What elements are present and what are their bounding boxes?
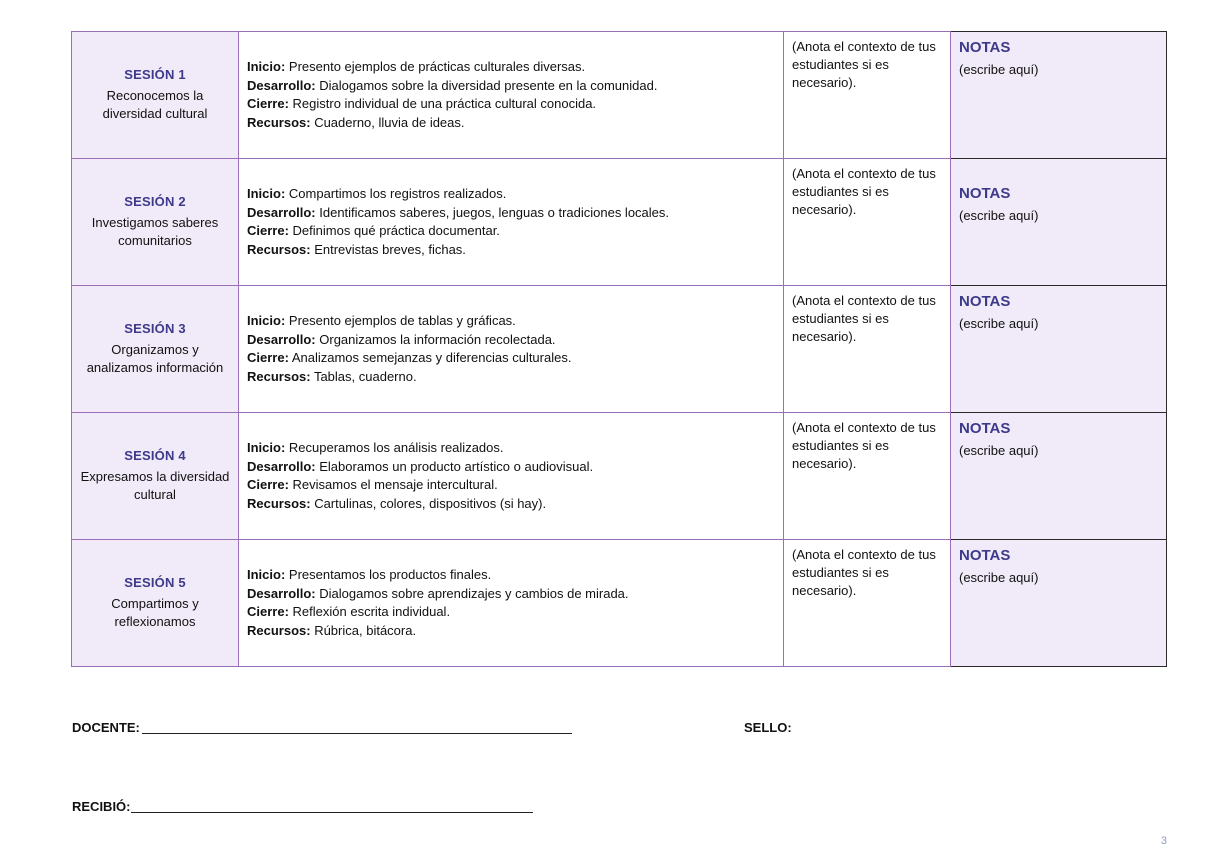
context-cell[interactable]	[784, 540, 951, 667]
session-name: Organizamos y analizamos información	[86, 342, 224, 375]
inicio-line	[247, 58, 775, 77]
activities-list	[239, 32, 783, 158]
recursos-label: Recursos:	[247, 622, 311, 638]
notes-box	[951, 32, 1166, 84]
activities-list	[239, 413, 783, 539]
session-row-2	[72, 159, 1167, 286]
notes-cell[interactable]	[951, 413, 1167, 540]
recursos-line	[247, 241, 775, 260]
inicio-line	[247, 312, 775, 331]
desarrollo-label: Desarrollo:	[247, 77, 316, 93]
recursos-text: Tablas, cuaderno.	[310, 368, 417, 384]
inicio-line	[247, 185, 775, 204]
cierre-label: Cierre:	[247, 604, 289, 619]
inicio-text: Compartimos los registros realizados.	[285, 186, 507, 201]
docente-signature-line[interactable]	[142, 733, 572, 734]
notes-cell[interactable]	[951, 159, 1167, 286]
cierre-label: Cierre:	[247, 477, 289, 492]
session-name: Compartimos y reflexionamos	[111, 596, 199, 629]
session-row-5	[72, 540, 1167, 667]
recursos-line	[247, 495, 775, 514]
inicio-line	[247, 439, 775, 458]
recursos-label: Recursos:	[247, 368, 311, 384]
notes-box	[951, 540, 1166, 592]
recibio-signature-line[interactable]	[131, 812, 533, 813]
desarrollo-line	[247, 77, 775, 96]
sello-label: SELLO:	[744, 720, 792, 735]
inicio-text: Recuperamos los análisis realizados.	[285, 440, 504, 455]
inicio-text: Presento ejemplos de prácticas culturales diversas.	[285, 59, 586, 74]
inicio-label: Inicio:	[247, 313, 286, 328]
desarrollo-text: Elaboramos un producto artístico o audiovisual.	[315, 458, 594, 474]
activities-list	[239, 159, 783, 285]
session-title: SESIÓN 5	[124, 575, 186, 590]
notes-hint: (escribe aquí)	[959, 570, 1039, 585]
session-heading	[72, 540, 238, 666]
notes-box	[951, 413, 1166, 465]
inicio-label: Inicio:	[247, 59, 286, 74]
session-heading	[72, 286, 238, 412]
notes-title: NOTAS	[959, 293, 1011, 310]
page-number: 3	[1160, 835, 1167, 847]
session-title: SESIÓN 2	[124, 194, 186, 209]
desarrollo-text: Dialogamos sobre la diversidad presente en la comunidad.	[315, 77, 658, 93]
recursos-line	[247, 622, 775, 641]
docente-label: DOCENTE:	[72, 720, 140, 735]
context-text: (Anota el contexto de tus estudiantes si es necesario).	[792, 39, 936, 90]
session-heading	[72, 32, 238, 158]
activities-cell	[239, 286, 784, 413]
inicio-text: Presento ejemplos de tablas y gráficas.	[285, 313, 516, 328]
recursos-text: Cartulinas, colores, dispositivos (si hay).	[310, 495, 547, 511]
context-text: (Anota el contexto de tus estudiantes si es necesario).	[792, 166, 936, 217]
recursos-label: Recursos:	[247, 241, 311, 257]
desarrollo-text: Dialogamos sobre aprendizajes y cambios de mirada.	[315, 585, 629, 601]
context-cell[interactable]	[784, 159, 951, 286]
session-name: Investigamos saberes comunitarios	[91, 215, 219, 248]
notes-cell[interactable]	[951, 540, 1167, 667]
cierre-text: Registro individual de una práctica cultural conocida.	[288, 96, 597, 111]
desarrollo-label: Desarrollo:	[247, 585, 316, 601]
activities-cell	[239, 32, 784, 159]
session-heading	[72, 413, 238, 539]
session-heading	[72, 159, 238, 285]
cierre-line	[247, 95, 775, 114]
activities-cell	[239, 540, 784, 667]
context-cell[interactable]	[784, 32, 951, 159]
session-name: Reconocemos la diversidad cultural	[102, 88, 208, 121]
desarrollo-line	[247, 458, 775, 477]
desarrollo-text: Organizamos la información recolectada.	[315, 331, 556, 347]
session-row-4	[72, 413, 1167, 540]
cierre-line	[247, 476, 775, 495]
notes-title: NOTAS	[959, 185, 1011, 202]
recursos-text: Rúbrica, bitácora.	[310, 622, 417, 638]
inicio-label: Inicio:	[247, 567, 286, 582]
cierre-line	[247, 349, 775, 368]
recursos-line	[247, 368, 775, 387]
session-title: SESIÓN 1	[124, 67, 186, 82]
session-name: Expresamos la diversidad cultural	[80, 469, 230, 502]
recursos-text: Cuaderno, lluvia de ideas.	[310, 114, 465, 130]
session-cell	[72, 32, 239, 159]
activities-list	[239, 286, 783, 412]
desarrollo-label: Desarrollo:	[247, 458, 316, 474]
cierre-label: Cierre:	[247, 96, 289, 111]
cierre-text: Definimos qué práctica documentar.	[288, 223, 500, 238]
notes-hint: (escribe aquí)	[959, 62, 1039, 77]
recursos-line	[247, 114, 775, 133]
desarrollo-line	[247, 204, 775, 223]
recursos-label: Recursos:	[247, 495, 311, 511]
notes-cell[interactable]	[951, 286, 1167, 413]
notes-hint: (escribe aquí)	[959, 316, 1039, 331]
desarrollo-text: Identificamos saberes, juegos, lenguas o tradiciones locales.	[315, 204, 670, 220]
desarrollo-line	[247, 331, 775, 350]
inicio-text: Presentamos los productos finales.	[285, 567, 492, 582]
activities-list	[239, 540, 783, 666]
notes-box	[951, 159, 1166, 230]
session-cell	[72, 286, 239, 413]
session-title: SESIÓN 4	[124, 448, 186, 463]
activities-cell	[239, 159, 784, 286]
cierre-line	[247, 222, 775, 241]
recursos-text: Entrevistas breves, fichas.	[310, 241, 466, 257]
notes-hint: (escribe aquí)	[959, 208, 1039, 223]
cierre-line	[247, 603, 775, 622]
session-title: SESIÓN 3	[124, 321, 186, 336]
notes-title: NOTAS	[959, 420, 1011, 437]
recursos-label: Recursos:	[247, 114, 311, 130]
context-text: (Anota el contexto de tus estudiantes si es necesario).	[792, 293, 936, 344]
desarrollo-label: Desarrollo:	[247, 331, 316, 347]
notes-box	[951, 286, 1166, 338]
inicio-label: Inicio:	[247, 440, 286, 455]
session-cell	[72, 413, 239, 540]
cierre-text: Reflexión escrita individual.	[288, 604, 451, 619]
cierre-text: Revisamos el mensaje intercultural.	[288, 477, 498, 492]
session-plan-body	[72, 32, 1167, 667]
recibio-label: RECIBIÓ:	[72, 799, 131, 814]
session-row-3	[72, 286, 1167, 413]
session-plan-table	[71, 31, 1167, 667]
notes-title: NOTAS	[959, 547, 1011, 564]
notes-title: NOTAS	[959, 39, 1011, 56]
inicio-line	[247, 566, 775, 585]
session-row-1	[72, 32, 1167, 159]
activities-cell	[239, 413, 784, 540]
desarrollo-line	[247, 585, 775, 604]
session-cell	[72, 159, 239, 286]
cierre-text: Analizamos semejanzas y diferencias culturales.	[288, 350, 572, 365]
notes-hint: (escribe aquí)	[959, 443, 1039, 458]
context-cell[interactable]	[784, 413, 951, 540]
session-cell	[72, 540, 239, 667]
notes-cell[interactable]	[951, 32, 1167, 159]
context-cell[interactable]	[784, 286, 951, 413]
context-text: (Anota el contexto de tus estudiantes si es necesario).	[792, 420, 936, 471]
inicio-label: Inicio:	[247, 186, 286, 201]
desarrollo-label: Desarrollo:	[247, 204, 316, 220]
context-text: (Anota el contexto de tus estudiantes si es necesario).	[792, 547, 936, 598]
cierre-label: Cierre:	[247, 350, 289, 365]
cierre-label: Cierre:	[247, 223, 289, 238]
